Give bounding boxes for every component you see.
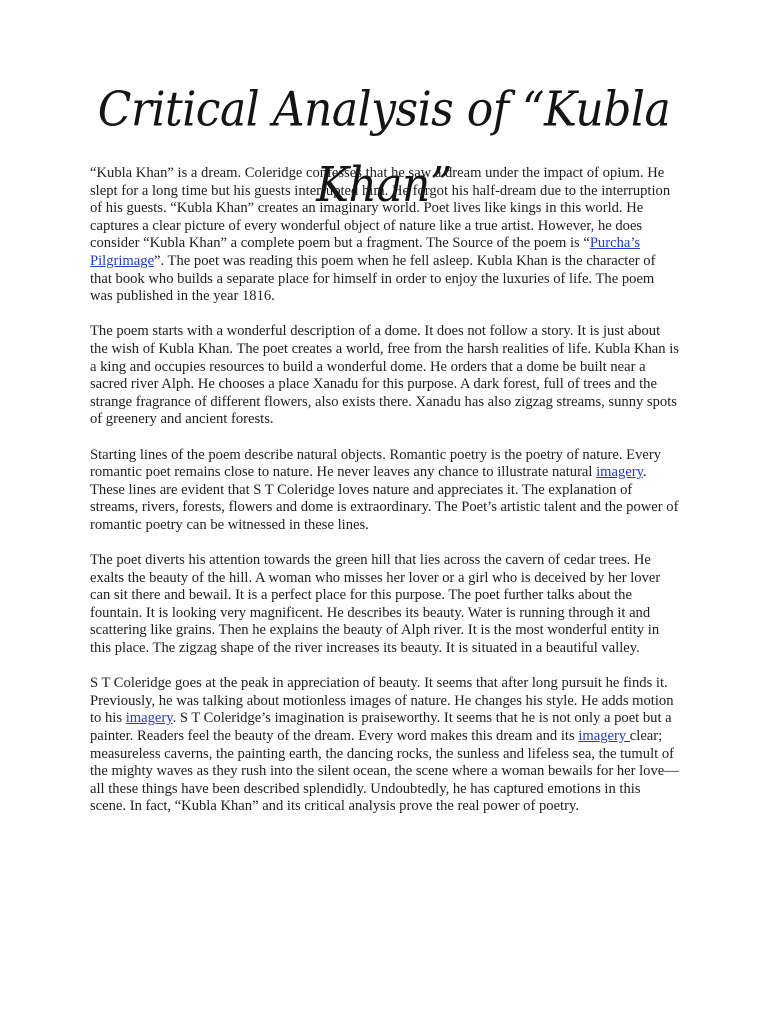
paragraph-text: “Kubla Khan” is a dream. Coleridge confesses that he saw a dream under the impact of opium. He slept for a long time but his guests interrupted him. He forgot his half-dream due to the interruption of his guests. “Kubla Khan” creates an imaginary world. Poet lives like kings in this world. He captures a clear picture of every wonderful object of nature like a true artist. However, he does consider “Kubla Khan” a complete poem but a fragment. The Source of the poem is “	[90, 165, 671, 252]
document-title: Critical Analysis of “Kubla Khan”	[97, 82, 671, 213]
paragraph	[90, 675, 680, 816]
paragraph-text: The poet diverts his attention towards the green hill that lies across the cavern of cedar trees. He exalts the beauty of the hill. A woman who misses her lover or a girl who is deceived by her lover can sit there and bewail. It is a perfect place for this purpose. The poet further talks about the fountain. It is looking very magnificent. He describes its beauty. Water is running through it and scattering like grains. Then he explains the beauty of Alph river. It is the most wonderful entity in this place. The zigzag shape of the river increases its beauty. It is situated in a beautiful valley.	[90, 552, 661, 657]
paragraph-text: clear; measureless caverns, the painting earth, the dancing rocks, the sunless and lifeless sea, the tumult of the mighty waves as they rush into the silent ocean, the scene where a woman bewails for her love— all these things have been described splendidly. Undoubtedly, he has captured emotions in this scene. In fact, “Kubla Khan” and its critical analysis prove the real power of poetry.	[90, 728, 679, 815]
hyperlink[interactable]: imagery	[578, 728, 630, 744]
paragraph-text: S T Coleridge goes at the peak in appreciation of beauty. It seems that after long pursuit he finds it. Previously, he was talking about motionless images of nature. He changes his style. He adds motion to his	[90, 675, 674, 727]
paragraph	[90, 552, 680, 658]
hyperlink[interactable]: imagery	[596, 464, 643, 481]
hyperlink[interactable]: Purcha’s Pilgrimage	[90, 235, 641, 269]
document-body	[90, 165, 680, 834]
hyperlink[interactable]: imagery	[125, 710, 173, 727]
paragraph-text: . These lines are evident that S T Coleridge loves nature and appreciates it. The explanation of streams, rivers, forests, flowers and dome is extraordinary. The Poet’s artistic talent and the power of romantic poetry can be witnessed in these lines.	[90, 464, 679, 533]
paragraph-text: ”. The poet was reading this poem when he fell asleep. Kubla Khan is the character of that book who builds a separate place for himself in order to enjoy the luxuries of life. The poem was published in the year 1816.	[90, 252, 656, 305]
paragraph	[90, 447, 680, 535]
paragraph-text: . S T Coleridge’s imagination is praiseworthy. It seems that he is not only a poet but a painter. Readers feel the beauty of the dream. Every word makes this dream and its	[90, 710, 672, 744]
paragraph	[90, 165, 680, 306]
paragraph-text: The poem starts with a wonderful description of a dome. It does not follow a story. It is just about the wish of Kubla Khan. The poet creates a world, free from the harsh realities of life. Kubla Khan is a king and occupies resources to build a wonderful dome. He orders that a dome be built near a sacred river Alph. He chooses a place Xanadu for this purpose. A dark forest, full of trees and the strange fragrance of different flowers, also exists there. Xanadu has also zigzag streams, sunny spots of greenery and ancient forests.	[90, 323, 679, 428]
paragraph	[90, 323, 680, 429]
paragraph-text: Starting lines of the poem describe natural objects. Romantic poetry is the poetry of nature. Every romantic poet remains close to nature. He never leaves any chance to illustrate natural	[90, 446, 662, 481]
